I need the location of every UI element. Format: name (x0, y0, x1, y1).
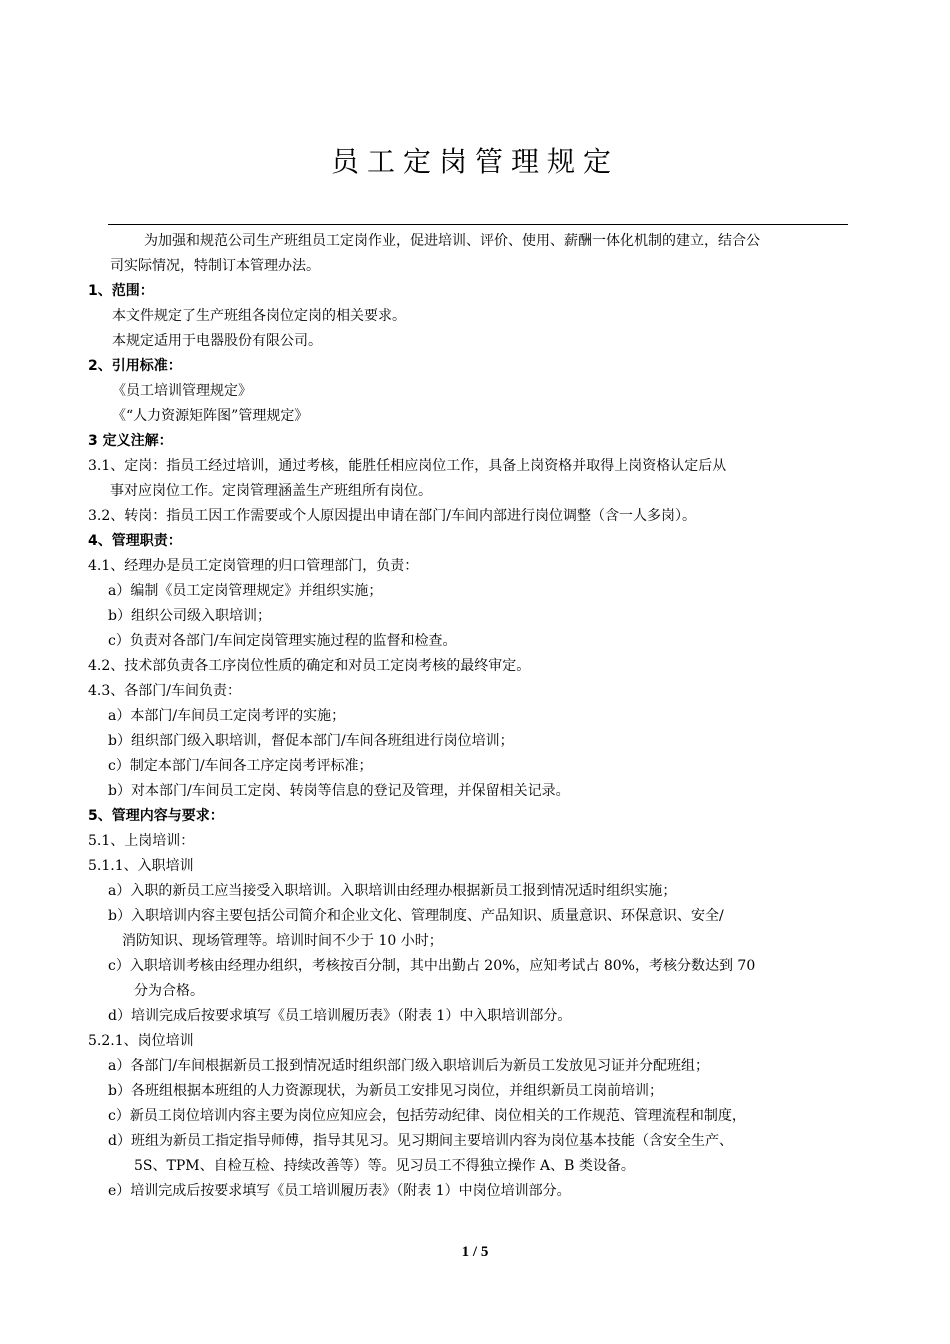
paragraph-line: a）各部门/车间根据新员工报到情况适时组织部门级入职培训后为新员工发放见习证并分配班组； (108, 1058, 710, 1074)
paragraph-line: a）编制《员工定岗管理规定》并组织实施； (108, 583, 383, 599)
paragraph-line: 事对应岗位工作。定岗管理涵盖生产班组所有岗位。 (110, 483, 432, 499)
page-number: 1 / 5 (461, 1244, 489, 1260)
section-heading: 4、管理职责： (88, 533, 182, 549)
paragraph-line: 5.1、上岗培训： (88, 833, 195, 849)
paragraph-line: 5S、TPM、自检互检、持续改善等）等。见习员工不得独立操作 A、B 类设备。 (134, 1158, 635, 1174)
paragraph-line: a）入职的新员工应当接受入职培训。入职培训由经理办根据新员工报到情况适时组织实施； (108, 883, 677, 899)
paragraph-line: a）本部门/车间员工定岗考评的实施； (108, 708, 346, 724)
section-heading: 3 定义注解： (88, 433, 173, 449)
paragraph-line: c）负责对各部门/车间定岗管理实施过程的监督和检查。 (108, 633, 457, 649)
paragraph-line: d）班组为新员工指定指导师傅，指导其见习。见习期间主要培训内容为岗位基本技能（含安全生产、 (108, 1133, 733, 1149)
paragraph-line: b）入职培训内容主要包括公司简介和企业文化、管理制度、产品知识、质量意识、环保意识、安全/ (108, 908, 724, 924)
section-heading: 5、管理内容与要求： (88, 808, 224, 824)
paragraph-line: 5.1.1、入职培训 (88, 858, 194, 874)
paragraph-line: c）制定本部门/车间各工序定岗考评标准； (108, 758, 373, 774)
paragraph-line: b）各班组根据本班组的人力资源现状，为新员工安排见习岗位，并组织新员工岗前培训； (108, 1083, 663, 1099)
paragraph-line: 4.1、经理办是员工定岗管理的归口管理部门，负责： (88, 558, 419, 574)
document-body (88, 229, 858, 1204)
paragraph-line: 《员工培训管理规定》 (112, 383, 252, 399)
paragraph-line: 3.1、定岗：指员工经过培训，通过考核，能胜任相应岗位工作，具备上岗资格并取得上岗资格认定后从 (88, 458, 727, 474)
paragraph-line: c）入职培训考核由经理办组织，考核按百分制，其中出勤占 20%，应知考试占 80%，考核分数达到 70 (108, 958, 756, 974)
paragraph-line: 消防知识、现场管理等。培训时间不少于 10 小时； (122, 933, 443, 949)
paragraph-line: 司实际情况，特制订本管理办法。 (110, 258, 320, 274)
section-heading: 2、引用标准： (88, 358, 182, 374)
paragraph-line: 5.2.1、岗位培训 (88, 1033, 194, 1049)
paragraph-line: 为加强和规范公司生产班组员工定岗作业，促进培训、评价、使用、薪酬一体化机制的建立，结合公 (144, 233, 760, 249)
paragraph-line: e）培训完成后按要求填写《员工培训履历表》（附表 1）中岗位培训部分。 (108, 1183, 571, 1199)
paragraph-line: b）组织公司级入职培训； (108, 608, 271, 624)
paragraph-line: 本文件规定了生产班组各岗位定岗的相关要求。 (112, 308, 406, 324)
paragraph-line: 4.3、各部门/车间负责： (88, 683, 241, 699)
paragraph-line: 《“人力资源矩阵图”管理规定》 (112, 408, 309, 424)
paragraph-line: 3.2、转岗：指员工因工作需要或个人原因提出申请在部门/车间内部进行岗位调整（含一人多岗）。 (88, 508, 696, 524)
paragraph-line: 分为合格。 (134, 983, 204, 999)
document-title: 员工定岗管理规定 (330, 145, 619, 178)
section-heading: 1、范围： (88, 283, 154, 299)
header-divider (108, 224, 848, 225)
paragraph-line: c）新员工岗位培训内容主要为岗位应知应会，包括劳动纪律、岗位相关的工作规范、管理流程和制度， (108, 1108, 746, 1124)
paragraph-line: d）培训完成后按要求填写《员工培训履历表》（附表 1）中入职培训部分。 (108, 1008, 572, 1024)
paragraph-line: b）组织部门级入职培训，督促本部门/车间各班组进行岗位培训； (108, 733, 514, 749)
paragraph-line: 本规定适用于电器股份有限公司。 (112, 333, 322, 349)
paragraph-line: 4.2、技术部负责各工序岗位性质的确定和对员工定岗考核的最终审定。 (88, 658, 531, 674)
paragraph-line: b）对本部门/车间员工定岗、转岗等信息的登记及管理，并保留相关记录。 (108, 783, 570, 799)
